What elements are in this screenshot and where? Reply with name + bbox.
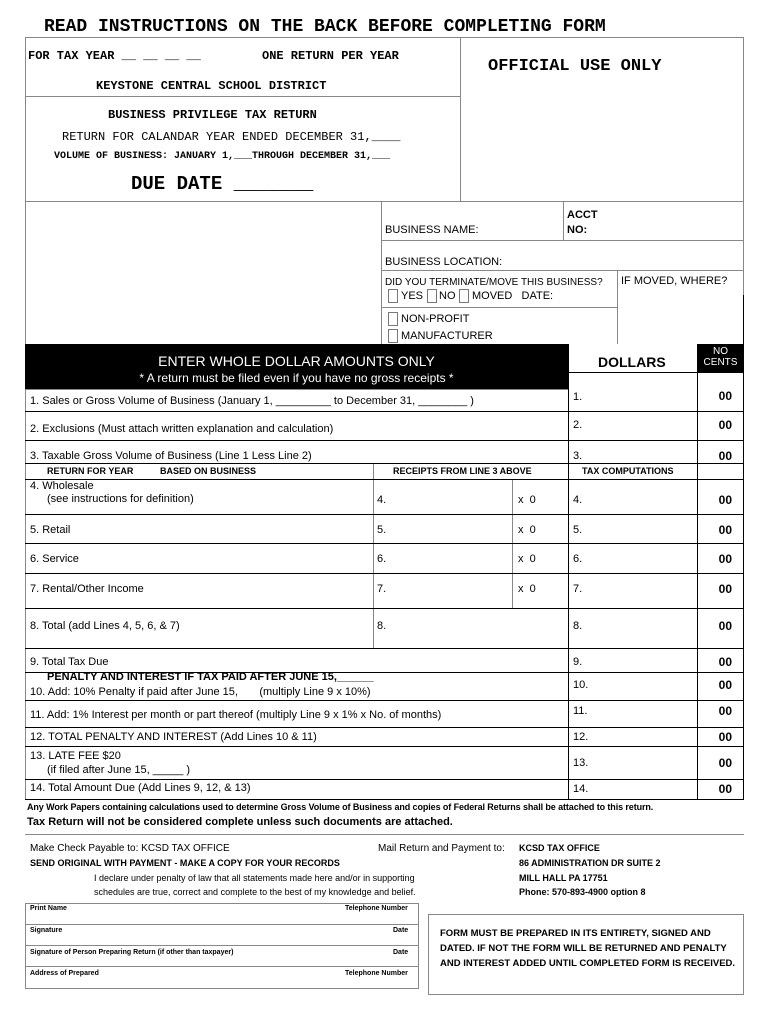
line-11-label: 11. Add: 1% Interest per month or part thereof (multiply Line 9 x 1% x No. of months) <box>30 709 442 721</box>
line-3-cents: 00 <box>718 449 732 463</box>
line-11-number: 11. <box>573 705 588 717</box>
manufacturer-checkbox[interactable] <box>388 329 398 343</box>
preparer-signature-label[interactable]: Signature of Person Preparing Return (if other than taxpayer) <box>30 949 234 956</box>
line-6-cents: 00 <box>718 552 732 566</box>
yes-label: YES <box>401 290 424 302</box>
declaration-line-1: I declare under penalty of law that all statements made here and/or in supporting <box>94 873 415 883</box>
tax-year-field[interactable]: FOR TAX YEAR __ __ __ __ <box>28 49 201 63</box>
line-2-cents: 00 <box>718 418 732 432</box>
send-original-note: SEND ORIGINAL WITH PAYMENT - MAKE A COPY FOR YOUR RECORDS <box>30 858 340 868</box>
line-4-cents: 00 <box>718 493 732 507</box>
business-name-label: BUSINESS NAME: <box>385 224 479 236</box>
penalty-heading: PENALTY AND INTEREST IF TAX PAID AFTER JUNE 15,______ <box>47 671 374 683</box>
office-street: 86 ADMINISTRATION DR SUITE 2 <box>519 858 661 868</box>
line-5-receipts[interactable]: 5. <box>377 524 387 536</box>
line-5-rate: x 0 <box>518 524 536 536</box>
mail-note: Mail Return and Payment to: <box>378 843 505 854</box>
manufacturer-label: MANUFACTURER <box>401 330 493 342</box>
line-13-sublabel: (if filed after June 15, _____ ) <box>47 764 191 776</box>
line-1-label: 1. Sales or Gross Volume of Business (January 1, _________ to December 31, ________ ) <box>30 395 474 407</box>
col-tax-computations: TAX COMPUTATIONS <box>582 466 674 476</box>
line-6-number: 6. <box>573 553 583 565</box>
incomplete-note: Tax Return will not be considered complete unless such documents are attached. <box>27 816 453 828</box>
date-label-1[interactable]: Date <box>393 927 409 934</box>
line-9-number: 9. <box>573 656 583 668</box>
office-phone: Phone: 570-893-4900 option 8 <box>519 887 646 897</box>
acct-no-label: NO: <box>567 224 588 236</box>
telephone-label-1[interactable]: Telephone Number <box>345 905 408 912</box>
line-14-cents: 00 <box>718 782 732 796</box>
line-13-label: 13. LATE FEE $20 <box>30 750 121 762</box>
line-3-number: 3. <box>573 450 583 462</box>
col-return-year: RETURN FOR YEAR <box>47 466 134 476</box>
line-5-label: 5. Retail <box>30 524 71 536</box>
banner-title: ENTER WHOLE DOLLAR AMOUNTS ONLY <box>158 353 435 369</box>
calendar-year-field[interactable]: RETURN FOR CALANDAR YEAR ENDED DECEMBER 31,____ <box>62 130 401 144</box>
no-cents-1: NO <box>713 346 728 357</box>
declaration-line-2: schedules are true, correct and complete to the best of my knowledge and belief. <box>94 887 416 897</box>
col-based-on: BASED ON BUSINESS <box>160 466 257 476</box>
col-receipts: RECEIPTS FROM LINE 3 ABOVE <box>393 466 532 476</box>
line-1-cents: 00 <box>718 389 732 403</box>
telephone-label-2[interactable]: Telephone Number <box>345 970 408 977</box>
line-9-label: 9. Total Tax Due <box>30 656 109 668</box>
line-11-cents: 00 <box>718 704 732 718</box>
banner-subtitle: * A return must be filed even if you have no gross receipts * <box>139 371 454 385</box>
workpapers-note: Any Work Papers containing calculations used to determine Gross Volume of Business and copies of Federal Returns shall be attached to this return. <box>27 802 654 812</box>
no-cents-2: CENTS <box>703 357 738 368</box>
line-8-cents: 00 <box>718 619 732 633</box>
line-5-cents: 00 <box>718 523 732 537</box>
line-5-number: 5. <box>573 524 583 536</box>
line-4-sublabel: (see instructions for definition) <box>47 493 194 505</box>
moved-date-label: MOVED DATE: <box>472 290 554 302</box>
line-12-number: 12. <box>573 731 589 743</box>
line-7-rate: x 0 <box>518 583 536 595</box>
line-6-label: 6. Service <box>30 553 79 565</box>
print-name-label[interactable]: Print Name <box>30 905 67 912</box>
volume-period-field[interactable]: VOLUME OF BUSINESS: JANUARY 1,___THROUGH DECEMBER 31,___ <box>54 151 391 162</box>
line-4-receipts[interactable]: 4. <box>377 494 387 506</box>
line-10-number: 10. <box>573 679 589 691</box>
line-6-rate: x 0 <box>518 553 536 565</box>
line-14-label: 14. Total Amount Due (Add Lines 9, 12, & 13) <box>30 782 251 794</box>
line-12-label: 12. TOTAL PENALTY AND INTEREST (Add Lines 10 & 11) <box>30 731 317 743</box>
preparer-address-label[interactable]: Address of Prepared <box>30 970 99 977</box>
nonprofit-checkbox[interactable] <box>388 312 398 326</box>
nonprofit-label: NON-PROFIT <box>401 313 470 325</box>
line-7-label: 7. Rental/Other Income <box>30 583 144 595</box>
acct-label: ACCT <box>567 209 598 221</box>
line-4-label: 4. Wholesale <box>30 480 94 492</box>
due-date-field[interactable]: DUE DATE _______ <box>131 173 314 195</box>
line-8-receipts[interactable]: 8. <box>377 620 387 632</box>
line-8-label: 8. Total (add Lines 4, 5, 6, & 7) <box>30 620 180 632</box>
no-checkbox[interactable] <box>427 289 437 303</box>
line-8-number: 8. <box>573 620 583 632</box>
line-10-cents: 00 <box>718 678 732 692</box>
terminate-question: DID YOU TERMINATE/MOVE THIS BUSINESS? <box>385 277 603 288</box>
moved-checkbox[interactable] <box>459 289 469 303</box>
line-4-rate: x 0 <box>518 494 536 506</box>
form-title: BUSINESS PRIVILEGE TAX RETURN <box>108 108 317 122</box>
line-7-receipts[interactable]: 7. <box>377 583 387 595</box>
dollars-header: DOLLARS <box>598 354 666 370</box>
date-label-2[interactable]: Date <box>393 949 409 956</box>
line-6-receipts[interactable]: 6. <box>377 553 387 565</box>
line-2-label: 2. Exclusions (Must attach written explanation and calculation) <box>30 423 334 435</box>
line-12-cents: 00 <box>718 730 732 744</box>
line-7-number: 7. <box>573 583 583 595</box>
line-3-label: 3. Taxable Gross Volume of Business (Line 1 Less Line 2) <box>30 450 312 462</box>
yes-checkbox[interactable] <box>388 289 398 303</box>
office-name: KCSD TAX OFFICE <box>519 843 600 853</box>
line-10-label: 10. Add: 10% Penalty if paid after June 15, (multiply Line 9 x 10%) <box>30 686 371 698</box>
line-9-cents: 00 <box>718 655 732 669</box>
line-7-cents: 00 <box>718 582 732 596</box>
line-14-number: 14. <box>573 783 589 795</box>
no-label: NO <box>439 290 456 302</box>
line-1-number: 1. <box>573 391 583 403</box>
signature-label[interactable]: Signature <box>30 927 63 934</box>
notice-text: FORM MUST BE PREPARED IN ITS ENTIRETY, SIGNED AND DATED. IF NOT THE FORM WILL BE RETURNED AND PENALTY AND INTEREST ADDED UNTIL COMPLETED FORM IS RECEIVED. <box>440 928 736 969</box>
line-2-number: 2. <box>573 419 583 431</box>
payable-note: Make Check Payable to: KCSD TAX OFFICE <box>30 843 230 854</box>
official-use-label: OFFICIAL USE ONLY <box>488 57 662 76</box>
line-4-number: 4. <box>573 494 583 506</box>
business-location-label: BUSINESS LOCATION: <box>385 256 503 268</box>
line-13-cents: 00 <box>718 756 732 770</box>
one-return-note: ONE RETURN PER YEAR <box>262 49 399 63</box>
instructions-heading: READ INSTRUCTIONS ON THE BACK BEFORE COMPLETING FORM <box>44 17 606 37</box>
if-moved-label: IF MOVED, WHERE? <box>621 275 728 287</box>
line-13-number: 13. <box>573 757 589 769</box>
district-name: KEYSTONE CENTRAL SCHOOL DISTRICT <box>96 79 327 93</box>
office-city: MILL HALL PA 17751 <box>519 873 608 883</box>
